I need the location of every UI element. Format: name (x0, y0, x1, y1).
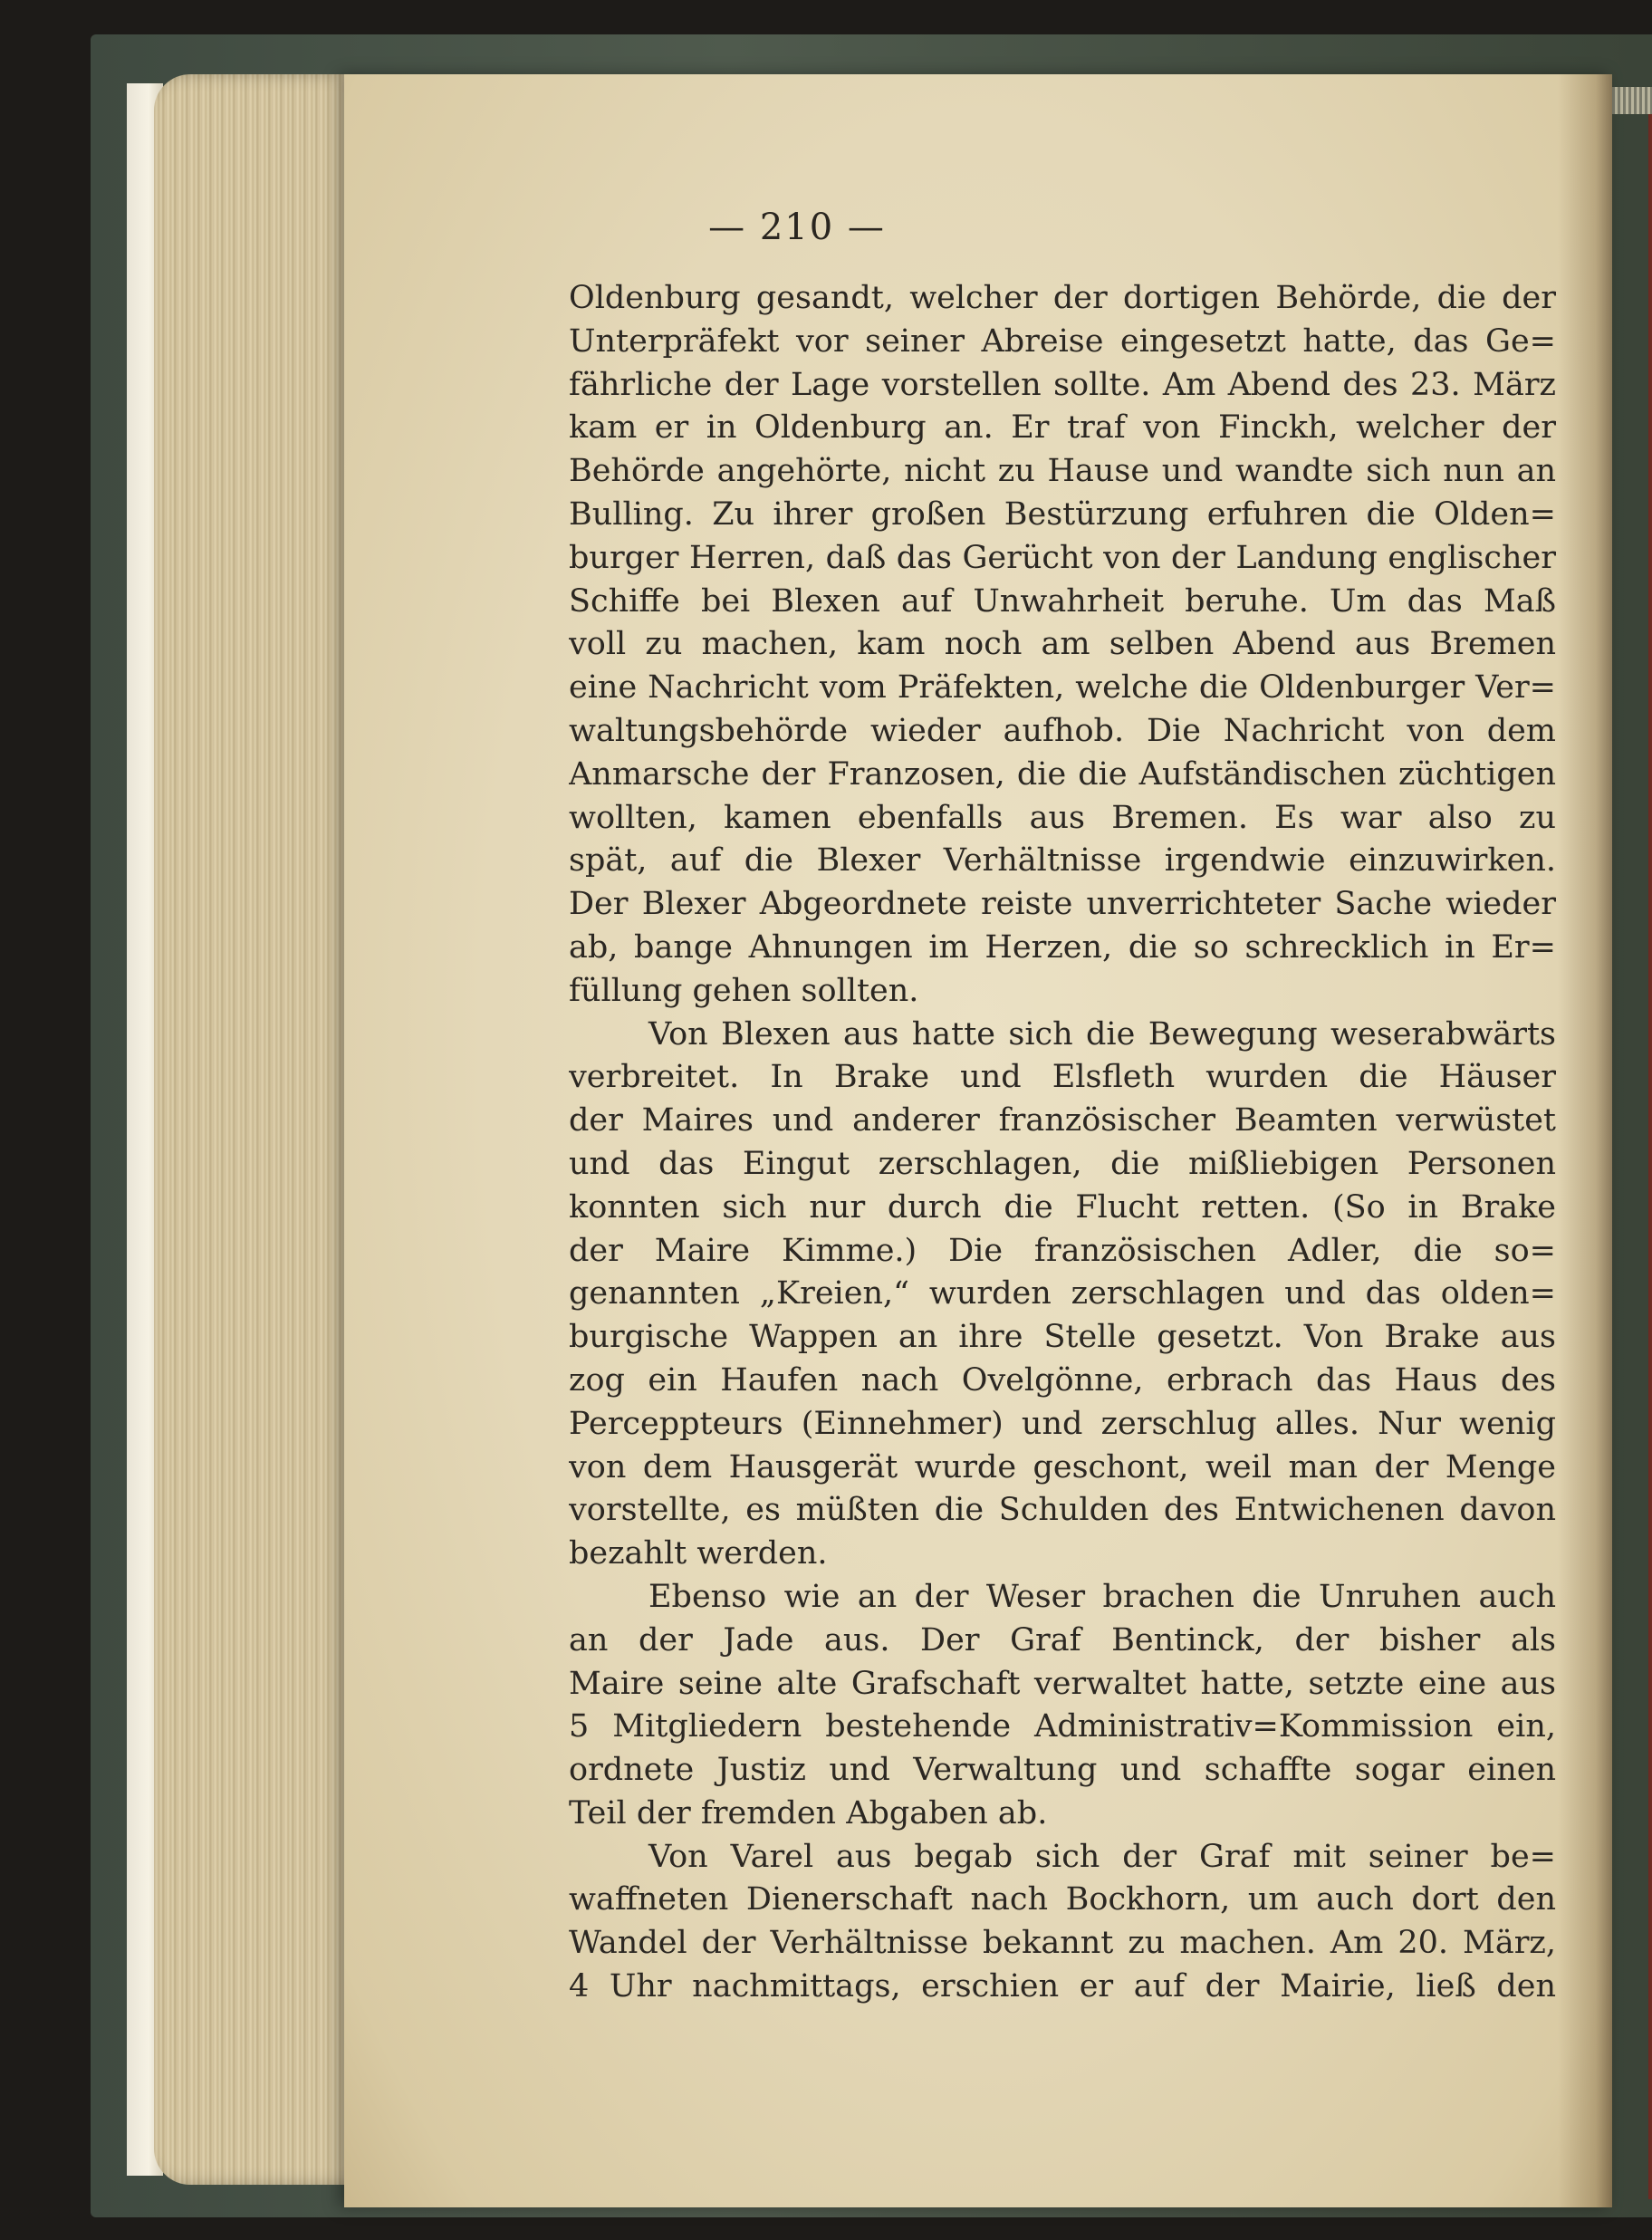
text-line: der Maire Kimme.) Die französischen Adler, die so= (569, 1232, 1556, 1269)
page-number: — 210 — (708, 207, 886, 248)
text-line: und das Eingut zerschlagen, die mißliebigen Personen (569, 1145, 1556, 1182)
page-edges (154, 74, 371, 2185)
text-line: waffneten Dienerschaft nach Bockhorn, um auch dort den (569, 1881, 1556, 1918)
text-line: Anmarsche der Franzosen, die die Aufständischen züchtigen (569, 755, 1556, 793)
text-line: Behörde angehörte, nicht zu Hause und wandte sich nun an (569, 453, 1556, 490)
text-line: an der Jade aus. Der Graf Bentinck, der bisher als (569, 1621, 1556, 1658)
body-text (569, 277, 1556, 2009)
text-line: eine Nachricht vom Präfekten, welche die Oldenburger Ver= (569, 669, 1556, 707)
text-line: Perceppteurs (Einnehmer) und zerschlug alles. Nur wenig (569, 1405, 1556, 1442)
text-line: ordnete Justiz und Verwaltung und schaffte sogar einen (569, 1752, 1556, 1789)
text-line: 5 Mitgliedern bestehende Administrativ=Kommission ein, (569, 1708, 1556, 1745)
cover-spine-edge (1648, 89, 1652, 2199)
text-line: Von Varel aus begab sich der Graf mit seiner be= (648, 1838, 1556, 1875)
text-line: verbreitet. In Brake und Elsfleth wurden die Häuser (569, 1059, 1556, 1096)
text-line: 4 Uhr nachmittags, erschien er auf der Mairie, ließ den (569, 1968, 1556, 2005)
text-line: Unterpräfekt vor seiner Abreise eingesetzt hatte, das Ge= (569, 322, 1556, 360)
facing-page-edge (1612, 87, 1652, 114)
text-line: Von Blexen aus hatte sich die Bewegung weserabwärts (648, 1015, 1556, 1053)
text-line: voll zu machen, kam noch am selben Abend aus Bremen (569, 626, 1556, 663)
text-line: Teil der fremden Abgaben ab. (569, 1794, 1048, 1831)
text-line: füllung gehen sollten. (569, 972, 919, 1009)
text-line: burger Herren, daß das Gerücht von der Landung englischer (569, 539, 1556, 576)
text-line: konnten sich nur durch die Flucht retten. (So in Brake (569, 1188, 1556, 1226)
text-line: zog ein Haufen nach Ovelgönne, erbrach das Haus des (569, 1361, 1556, 1399)
text-line: kam er in Oldenburg an. Er traf von Finckh, welcher der (569, 409, 1556, 447)
text-line: genannten „Kreien,“ wurden zerschlagen und das olden= (569, 1275, 1556, 1312)
text-line: der Maires und anderer französischer Beamten verwüstet (569, 1102, 1556, 1139)
text-line: spät, auf die Blexer Verhältnisse irgendwie einzuwirken. (569, 842, 1556, 880)
text-line: vorstellte, es müßten die Schulden des Entwichenen davon (569, 1492, 1556, 1529)
text-line: ab, bange Ahnungen im Herzen, die so schrecklich in Er= (569, 928, 1556, 966)
text-line: fährliche der Lage vorstellen sollte. Am Abend des 23. März (569, 366, 1556, 403)
text-line: Bulling. Zu ihrer großen Bestürzung erfuhren die Olden= (569, 495, 1556, 533)
text-line: bezahlt werden. (569, 1535, 828, 1572)
text-line: Wandel der Verhältnisse bekannt zu machen. Am 20. März, (569, 1925, 1556, 1962)
text-line: Ebenso wie an der Weser brachen die Unruhen auch (648, 1578, 1556, 1615)
text-line: burgische Wappen an ihre Stelle gesetzt. Von Brake aus (569, 1319, 1556, 1356)
text-line: wollten, kamen ebenfalls aus Bremen. Es war also zu (569, 799, 1556, 836)
text-line: waltungsbehörde wieder aufhob. Die Nachricht von dem (569, 712, 1556, 749)
text-line: Maire seine alte Grafschaft verwaltet hatte, setzte eine aus (569, 1665, 1556, 1702)
page-gutter-shadow (1558, 74, 1612, 2207)
text-line: Der Blexer Abgeordnete reiste unverrichteter Sache wieder (569, 886, 1556, 923)
text-line: von dem Hausgerät wurde geschont, weil man der Menge (569, 1448, 1556, 1485)
text-line: Oldenburg gesandt, welcher der dortigen Behörde, die der (569, 280, 1556, 316)
text-line: Schiffe bei Blexen auf Unwahrheit beruhe. Um das Maß (569, 582, 1556, 620)
